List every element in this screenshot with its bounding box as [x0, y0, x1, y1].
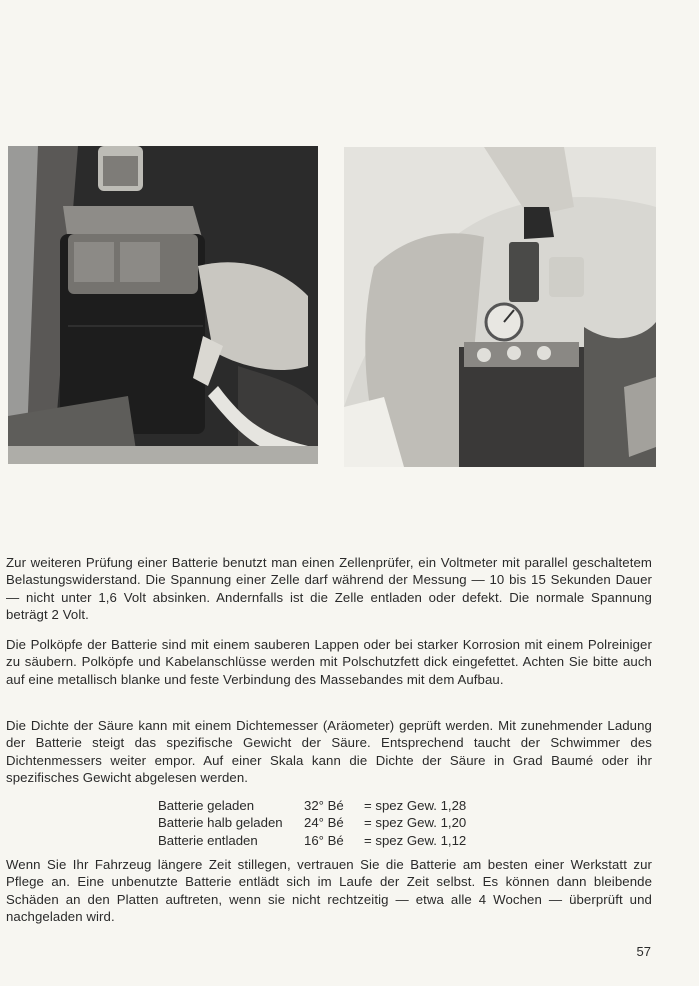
- battery-photo-right-image: [344, 147, 656, 467]
- acid-table-row: [158, 797, 484, 814]
- battery-state: Batterie halb geladen: [158, 815, 283, 831]
- baume-degree: 16° Bé: [304, 832, 344, 848]
- specific-weight: = spez Gew. 1,28: [364, 798, 467, 813]
- paragraph-pole-cleaning: Die Polköpfe der Batterie sind mit einem sauberen Lappen oder bei starker Korrosion mit einem Polreiniger zu säubern. Polköpfe und Kabelanschlüsse werden mit Polschutzfett dick eingefettet. Achten Sie bitte auch auf eine metallisch blanke und feste Verbindung des Massebandes mit dem Aufbau.: [6, 637, 652, 687]
- acid-density-table: [158, 797, 484, 849]
- specific-weight: = spez Gew. 1,12: [364, 832, 467, 848]
- baume-degree: 32° Bé: [304, 798, 344, 813]
- acid-table-row: [158, 832, 484, 849]
- battery-photo-left: [8, 146, 318, 464]
- page-number: 57: [636, 944, 651, 959]
- acid-table-row: [158, 814, 484, 831]
- paragraph-storage: Wenn Sie Ihr Fahrzeug längere Zeit stillegen, vertrauen Sie die Batterie am besten einer Werkstatt zur Pflege an. Eine unbenutzte Batterie entlädt sich im Laufe der Zeit selbst. Es können dann bleibende Schäden an den Platten auftreten, wenn sie nicht rechtzeitig — etwa alle 4 Wochen — überprüft und nachgeladen wird.: [6, 857, 652, 925]
- paragraph-acid-density: Die Dichte der Säure kann mit einem Dichtemesser (Aräometer) geprüft werden. Mit zunehmender Ladung der Batterie steigt das spezifische Gewicht der Säure. Entsprechend taucht der Schwimmer des Dichtenmessers weiter empor. Auf einer Skala kann die Dichte der Säure in Grad Baumé oder ihr spezifisches Gewicht abgelesen werden.: [6, 718, 652, 786]
- battery-state: Batterie entladen: [158, 832, 258, 848]
- baume-degree: 24° Bé: [304, 815, 344, 831]
- battery-photo-left-image: [8, 146, 318, 464]
- paragraph-cell-tester: Zur weiteren Prüfung einer Batterie benutzt man einen Zellenprüfer, ein Voltmeter mit parallel geschaltetem Belastungswiderstand. Die Spannung einer Zelle darf während der Messung — 10 bis 15 Sekunden Dauer — nicht unter 1,6 Volt absinken. Andernfalls ist die Zelle entladen oder defekt. Die normale Spannung beträgt 2 Volt.: [6, 555, 652, 623]
- specific-weight: = spez Gew. 1,20: [364, 815, 467, 831]
- battery-state: Batterie geladen: [158, 798, 255, 813]
- battery-photo-right: [344, 147, 656, 467]
